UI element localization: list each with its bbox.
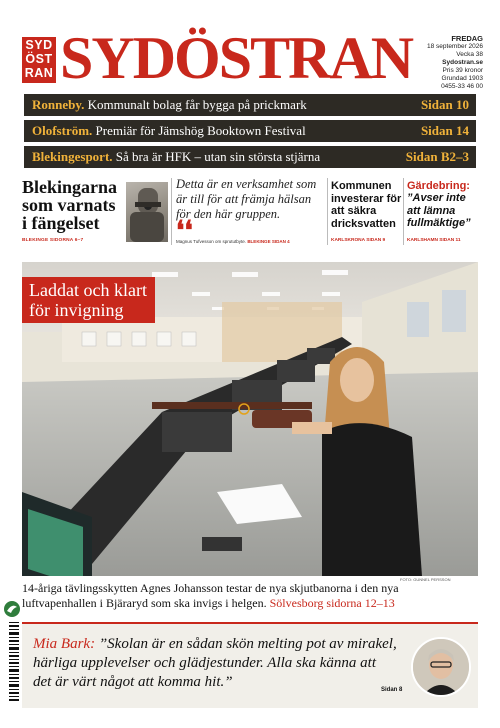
eco-label-icon: [3, 600, 21, 623]
main-story-tag[interactable]: Laddat och klart för invigning: [22, 277, 155, 323]
quote-marks-icon: ❛❛: [176, 216, 193, 245]
bottom-quote-page: Sidan 8: [381, 687, 403, 693]
main-caption[interactable]: 14-åriga tävlingsskytten Agnes Johansson testar de nya skjutbanorna i den nya luftvapenhallen i Bjäraryd som ska invigs i helgen. Sölvesborg sidorna 12–13: [22, 581, 399, 610]
masthead-meta: [427, 35, 483, 91]
quote-text[interactable]: Detta är en verksamhet som är till för att främja hälsan för den här gruppen.: [176, 177, 317, 221]
gardebring-kicker: KARLSHAMN SIDAN 11: [407, 238, 461, 243]
issue-date: 18 september 2026: [427, 43, 484, 50]
price: Pris 39 kronor: [442, 67, 483, 74]
barcode-icon: [9, 622, 19, 717]
prison-photo: [126, 182, 168, 242]
divider: [403, 178, 404, 245]
teaser-bar-blekingesport[interactable]: Blekingesport. Så bra är HFK – utan sin största stjärna Sidan B2–3: [24, 146, 476, 168]
founded: Grundad 1903: [441, 75, 483, 82]
prison-kicker: BLEKINGE SIDORNA 6–7: [22, 238, 84, 243]
avatar: [411, 637, 471, 697]
masthead-title: SYDÖSTRAN: [60, 25, 413, 91]
teaser-bar-ronneby[interactable]: Ronneby. Kommunalt bolag får bygga på prickmark Sidan 10: [24, 94, 476, 116]
website: Sydostran.se: [442, 59, 483, 66]
water-kicker: KARLSKRONA SIDAN 9: [331, 238, 386, 243]
prison-headline[interactable]: Blekingarna som varnats i fängelset: [22, 177, 118, 233]
quote-byline: Magnus Tufvesson om sprututbyte. BLEKINGE SIDAN 4: [176, 239, 290, 244]
main-ref: Sölvesborg sidorna 12–13: [269, 596, 395, 610]
phone: 0455-33 46 00: [441, 83, 483, 90]
divider: [171, 178, 172, 245]
logo-mark: SYD ÖST RAN: [22, 37, 56, 83]
issue-week: Vecka 38: [456, 51, 483, 58]
gardebring-headline[interactable]: ”Avser inte att lämna fullmäktige”: [407, 192, 471, 229]
divider: [327, 178, 328, 245]
teaser-bar-olofstrom[interactable]: Olofström. Premiär för Jämshög Booktown Festival Sidan 14: [24, 120, 476, 142]
gardebring-kicker-top: Gärdebring:: [407, 180, 470, 192]
bottom-quote[interactable]: Mia Bark: ”Skolan är en sådan skön melting pot av mirakel, härliga upplevelser och glädjestunder. Alla ska känna att det är värt något att komma hit.”: [33, 636, 397, 690]
water-headline[interactable]: Kommunen investerar för att säkra dricksvatten: [331, 180, 402, 230]
photo-credit: FOTO: GUNNEL PERSSON: [400, 577, 451, 582]
issue-day: FREDAG: [451, 34, 483, 43]
